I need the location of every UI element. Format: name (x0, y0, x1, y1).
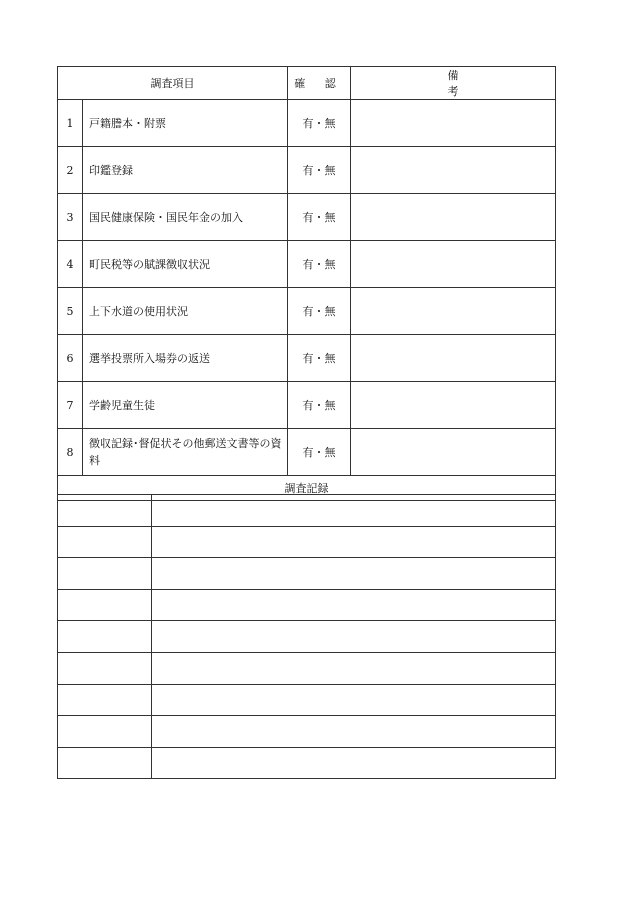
record-row (58, 558, 556, 590)
record-date-cell[interactable] (58, 652, 152, 684)
table-row (58, 429, 556, 476)
record-date-cell[interactable] (58, 684, 152, 716)
record-date-cell[interactable] (58, 495, 152, 527)
record-note-cell[interactable] (152, 747, 556, 779)
record-row (58, 652, 556, 684)
item-remarks[interactable] (351, 147, 556, 194)
table-header-row (58, 67, 556, 100)
table-row (58, 241, 556, 288)
item-check[interactable]: 有・無 (288, 194, 351, 241)
record-note-cell[interactable] (152, 589, 556, 621)
record-date-cell[interactable] (58, 621, 152, 653)
item-number: 6 (58, 335, 83, 382)
record-row (58, 621, 556, 653)
record-date-cell[interactable] (58, 558, 152, 590)
item-number: 4 (58, 241, 83, 288)
item-check[interactable]: 有・無 (288, 241, 351, 288)
item-check[interactable]: 有・無 (288, 147, 351, 194)
item-remarks[interactable] (351, 241, 556, 288)
record-date-cell[interactable] (58, 747, 152, 779)
item-name: 選挙投票所入場券の返送 (83, 335, 288, 382)
record-note-cell[interactable] (152, 558, 556, 590)
item-check[interactable]: 有・無 (288, 288, 351, 335)
survey-items-table (57, 66, 556, 501)
header-confirm: 確 認 (288, 67, 351, 100)
record-row (58, 526, 556, 558)
record-row (58, 747, 556, 779)
item-number: 3 (58, 194, 83, 241)
item-remarks[interactable] (351, 100, 556, 147)
record-note-cell[interactable] (152, 621, 556, 653)
record-note-cell[interactable] (152, 716, 556, 748)
item-check[interactable]: 有・無 (288, 382, 351, 429)
item-name: 上下水道の使用状況 (83, 288, 288, 335)
record-row (58, 589, 556, 621)
item-remarks[interactable] (351, 288, 556, 335)
item-remarks[interactable] (351, 335, 556, 382)
record-date-cell[interactable] (58, 589, 152, 621)
header-remarks: 備 考 (351, 67, 556, 100)
item-remarks[interactable] (351, 194, 556, 241)
item-number: 2 (58, 147, 83, 194)
item-name: 戸籍謄本・附票 (83, 100, 288, 147)
record-row (58, 684, 556, 716)
table-row (58, 288, 556, 335)
record-date-cell[interactable] (58, 716, 152, 748)
item-name: 徴収記録･督促状その他郵送文書等の資料 (83, 429, 288, 476)
item-check[interactable]: 有・無 (288, 100, 351, 147)
table-row (58, 147, 556, 194)
table-row (58, 100, 556, 147)
record-note-cell[interactable] (152, 495, 556, 527)
table-row (58, 335, 556, 382)
table-row (58, 194, 556, 241)
item-remarks[interactable] (351, 382, 556, 429)
item-name: 学齢児童生徒 (83, 382, 288, 429)
item-number: 5 (58, 288, 83, 335)
survey-records-table (57, 494, 556, 779)
record-row (58, 495, 556, 527)
item-check[interactable]: 有・無 (288, 429, 351, 476)
item-number: 7 (58, 382, 83, 429)
table-row (58, 382, 556, 429)
header-item: 調査項目 (58, 67, 288, 100)
item-check[interactable]: 有・無 (288, 335, 351, 382)
item-number: 1 (58, 100, 83, 147)
record-date-cell[interactable] (58, 526, 152, 558)
item-name: 町民税等の賦課徴収状況 (83, 241, 288, 288)
item-name: 印鑑登録 (83, 147, 288, 194)
record-note-cell[interactable] (152, 684, 556, 716)
item-remarks[interactable] (351, 429, 556, 476)
item-number: 8 (58, 429, 83, 476)
records-title: 調査記録 (58, 476, 556, 501)
record-note-cell[interactable] (152, 652, 556, 684)
record-row (58, 716, 556, 748)
record-note-cell[interactable] (152, 526, 556, 558)
item-name: 国民健康保険・国民年金の加入 (83, 194, 288, 241)
